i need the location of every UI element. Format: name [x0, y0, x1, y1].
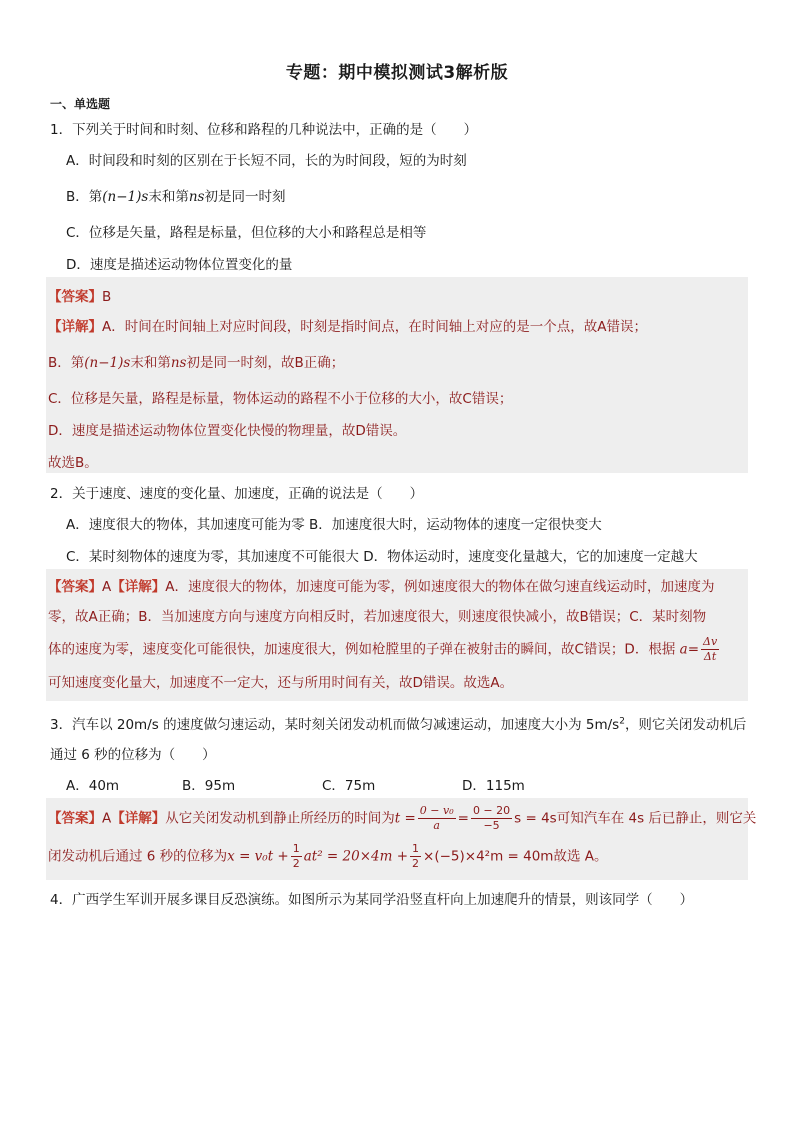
q2-detail-l1: A．速度很大的物体，加速度可能为零，例如速度很大的物体在做匀速直线运动时，加速度为 [165, 579, 715, 595]
q3-half-2-den: 2 [412, 857, 420, 870]
q3-answer-tag: 【答案】 [48, 810, 102, 827]
q1-detail-b [48, 351, 344, 371]
q3-stem-sup: 2 [619, 716, 625, 727]
q3-stem-line2: 通过 6 秒的位移为（ ） [50, 747, 216, 763]
q2-detail-line3 [48, 635, 721, 664]
q2-detail-tag: 【详解】 [111, 579, 166, 595]
q1-option-b-post: 初是同一时刻 [204, 189, 286, 205]
q3-half-2-num: 1 [412, 842, 420, 855]
q1-answer-line [48, 285, 111, 305]
q3-stem-pre: 3．汽车以 20m/s 的速度做匀速运动，某时刻关闭发动机而做匀减速运动，加速度大小为 5m/s [50, 717, 620, 733]
q3-formula-result: s = 4s [514, 810, 557, 827]
q3-formula-x2: at² = 20×4m + [303, 848, 409, 865]
q1-option-d: D．速度是描述运动物体位置变化的量 [66, 257, 293, 273]
q1-detail-d: D．速度是描述运动物体位置变化快慢的物理量，故D错误。 [48, 423, 407, 439]
q1-conclusion: 故选B。 [48, 455, 98, 471]
q1-answer-box [46, 277, 748, 473]
q1-option-b [66, 185, 285, 205]
q2-formula-a: a [679, 641, 688, 658]
q1-option-b-mid: 末和第 [148, 189, 189, 205]
q1-detail-c: C．位移是矢量，路程是标量，物体运动的路程不小于位移的大小，故C错误； [48, 391, 513, 407]
q2-detail-line4: 可知速度变化量大，加速度不一定大，还与所用时间有关，故D错误。故选A。 [48, 675, 514, 691]
q2-answer-tag: 【答案】 [48, 579, 102, 595]
q3-detail-line1 [48, 804, 756, 833]
q4-stem: 4．广西学生军训开展多课目反恐演练。如图所示为某同学沿竖直杆向上加速爬升的情景，则该同学（ ） [50, 892, 694, 908]
q2-answer-box [46, 569, 748, 701]
q1-detail-a-text: A．时间在时间轴上对应时间段，时刻是指时间点，在时间轴上对应的是一个点，故A错误； [102, 319, 647, 335]
q2-formula-den: Δt [703, 650, 717, 663]
q3-stem-line1 [50, 713, 746, 733]
q3-detail-l2-pre: 闭发动机后通过 6 秒的位移为 [48, 848, 228, 865]
q3-fraction-2-num: 0 − 20 [472, 804, 511, 817]
section-heading: 一、单选题 [50, 97, 111, 111]
q3-detail-l1-pre: 从它关闭发动机到静止所经历的时间为 [165, 810, 395, 827]
q3-fraction-1-den: a [433, 819, 440, 832]
q3-formula-x3: ×(−5)×4²m = 40m [423, 848, 554, 865]
q3-formula-eq: = [457, 810, 469, 827]
q1-detail-b-pre: B．第 [48, 355, 85, 371]
q2-stem: 2．关于速度、速度的变化量、加速度，正确的说法是（ ） [50, 486, 424, 502]
q1-answer: B [102, 289, 112, 305]
q2-options-ab: A．速度很大的物体，其加速度可能为零 B．加速度很大时，运动物体的速度一定很快变大 [66, 517, 602, 533]
q1-option-a: A．时间段和时刻的区别在于长短不同，长的为时间段，短的为时刻 [66, 153, 467, 169]
q3-answer: A [102, 810, 112, 827]
q3-detail-line2 [48, 842, 607, 871]
q3-fraction-1 [418, 804, 456, 833]
q3-fraction-half-1 [291, 842, 302, 871]
q3-option-d: D．115m [462, 778, 525, 794]
q2-detail-line1 [48, 575, 714, 595]
q2-options-cd: C．某时刻物体的速度为零，其加速度不可能很大 D．物体运动时，速度变化量越大，它的加速度一定越大 [66, 549, 698, 565]
q1-detail-b-post: 初是同一时刻，故B正确； [186, 355, 345, 371]
q1-detail-b-expr2: ns [170, 355, 187, 371]
q2-formula-fraction [701, 635, 719, 664]
q3-stem-post: ，则它关闭发动机后 [624, 717, 747, 733]
q1-answer-tag: 【答案】 [48, 289, 102, 305]
q3-option-c: C．75m [322, 778, 376, 794]
q2-formula-eq: = [687, 641, 699, 658]
q1-detail-b-mid: 末和第 [130, 355, 171, 371]
q3-options [66, 774, 525, 794]
q1-option-b-expr1: (n−1)s [102, 189, 149, 205]
q2-formula-num: Δv [703, 635, 718, 648]
q1-detail-b-expr1: (n−1)s [84, 355, 131, 371]
q3-detail-l2-post: 故选 A。 [553, 848, 608, 865]
q3-half-1-num: 1 [292, 842, 300, 855]
q3-fraction-1-num: 0 − v₀ [419, 804, 454, 817]
q1-stem: 1．下列关于时间和时刻、位移和路程的几种说法中，正确的是（ ） [50, 122, 478, 138]
q3-fraction-2 [471, 804, 512, 833]
q3-answer-box [46, 798, 757, 880]
q1-detail-tag: 【详解】 [48, 319, 102, 335]
q3-option-a: A．40m [66, 778, 120, 794]
q2-answer: A [102, 579, 112, 595]
q3-detail-tag: 【详解】 [111, 810, 166, 827]
q2-detail-line2: 零，故A正确；B．当加速度方向与速度方向相反时，若加速度很大，则速度很快减小，故B错误；C．某时刻物 [48, 609, 707, 625]
q3-half-1-den: 2 [292, 857, 300, 870]
page-title: 专题：期中模拟测试3解析版 [285, 63, 509, 83]
q3-detail-l1-post: 可知汽车在 4s 后已静止，则它关 [556, 810, 757, 827]
q1-option-b-expr2: ns [188, 189, 205, 205]
q2-detail-l3-pre: 体的速度为零，速度变化可能很快，加速度很大，例如枪膛里的子弹在被射击的瞬间，故C错误；D．根据 [48, 641, 676, 658]
q1-detail-a [48, 315, 647, 335]
q3-fraction-half-2 [410, 842, 421, 871]
q3-option-b: B．95m [182, 778, 236, 794]
q1-option-b-pre: B．第 [66, 189, 103, 205]
q3-fraction-2-den: −5 [483, 819, 500, 832]
q3-formula-t: t = [394, 810, 416, 827]
q3-formula-x: x = v₀t + [227, 848, 289, 865]
q1-option-c: C．位移是矢量，路程是标量，但位移的大小和路程总是相等 [66, 225, 427, 241]
